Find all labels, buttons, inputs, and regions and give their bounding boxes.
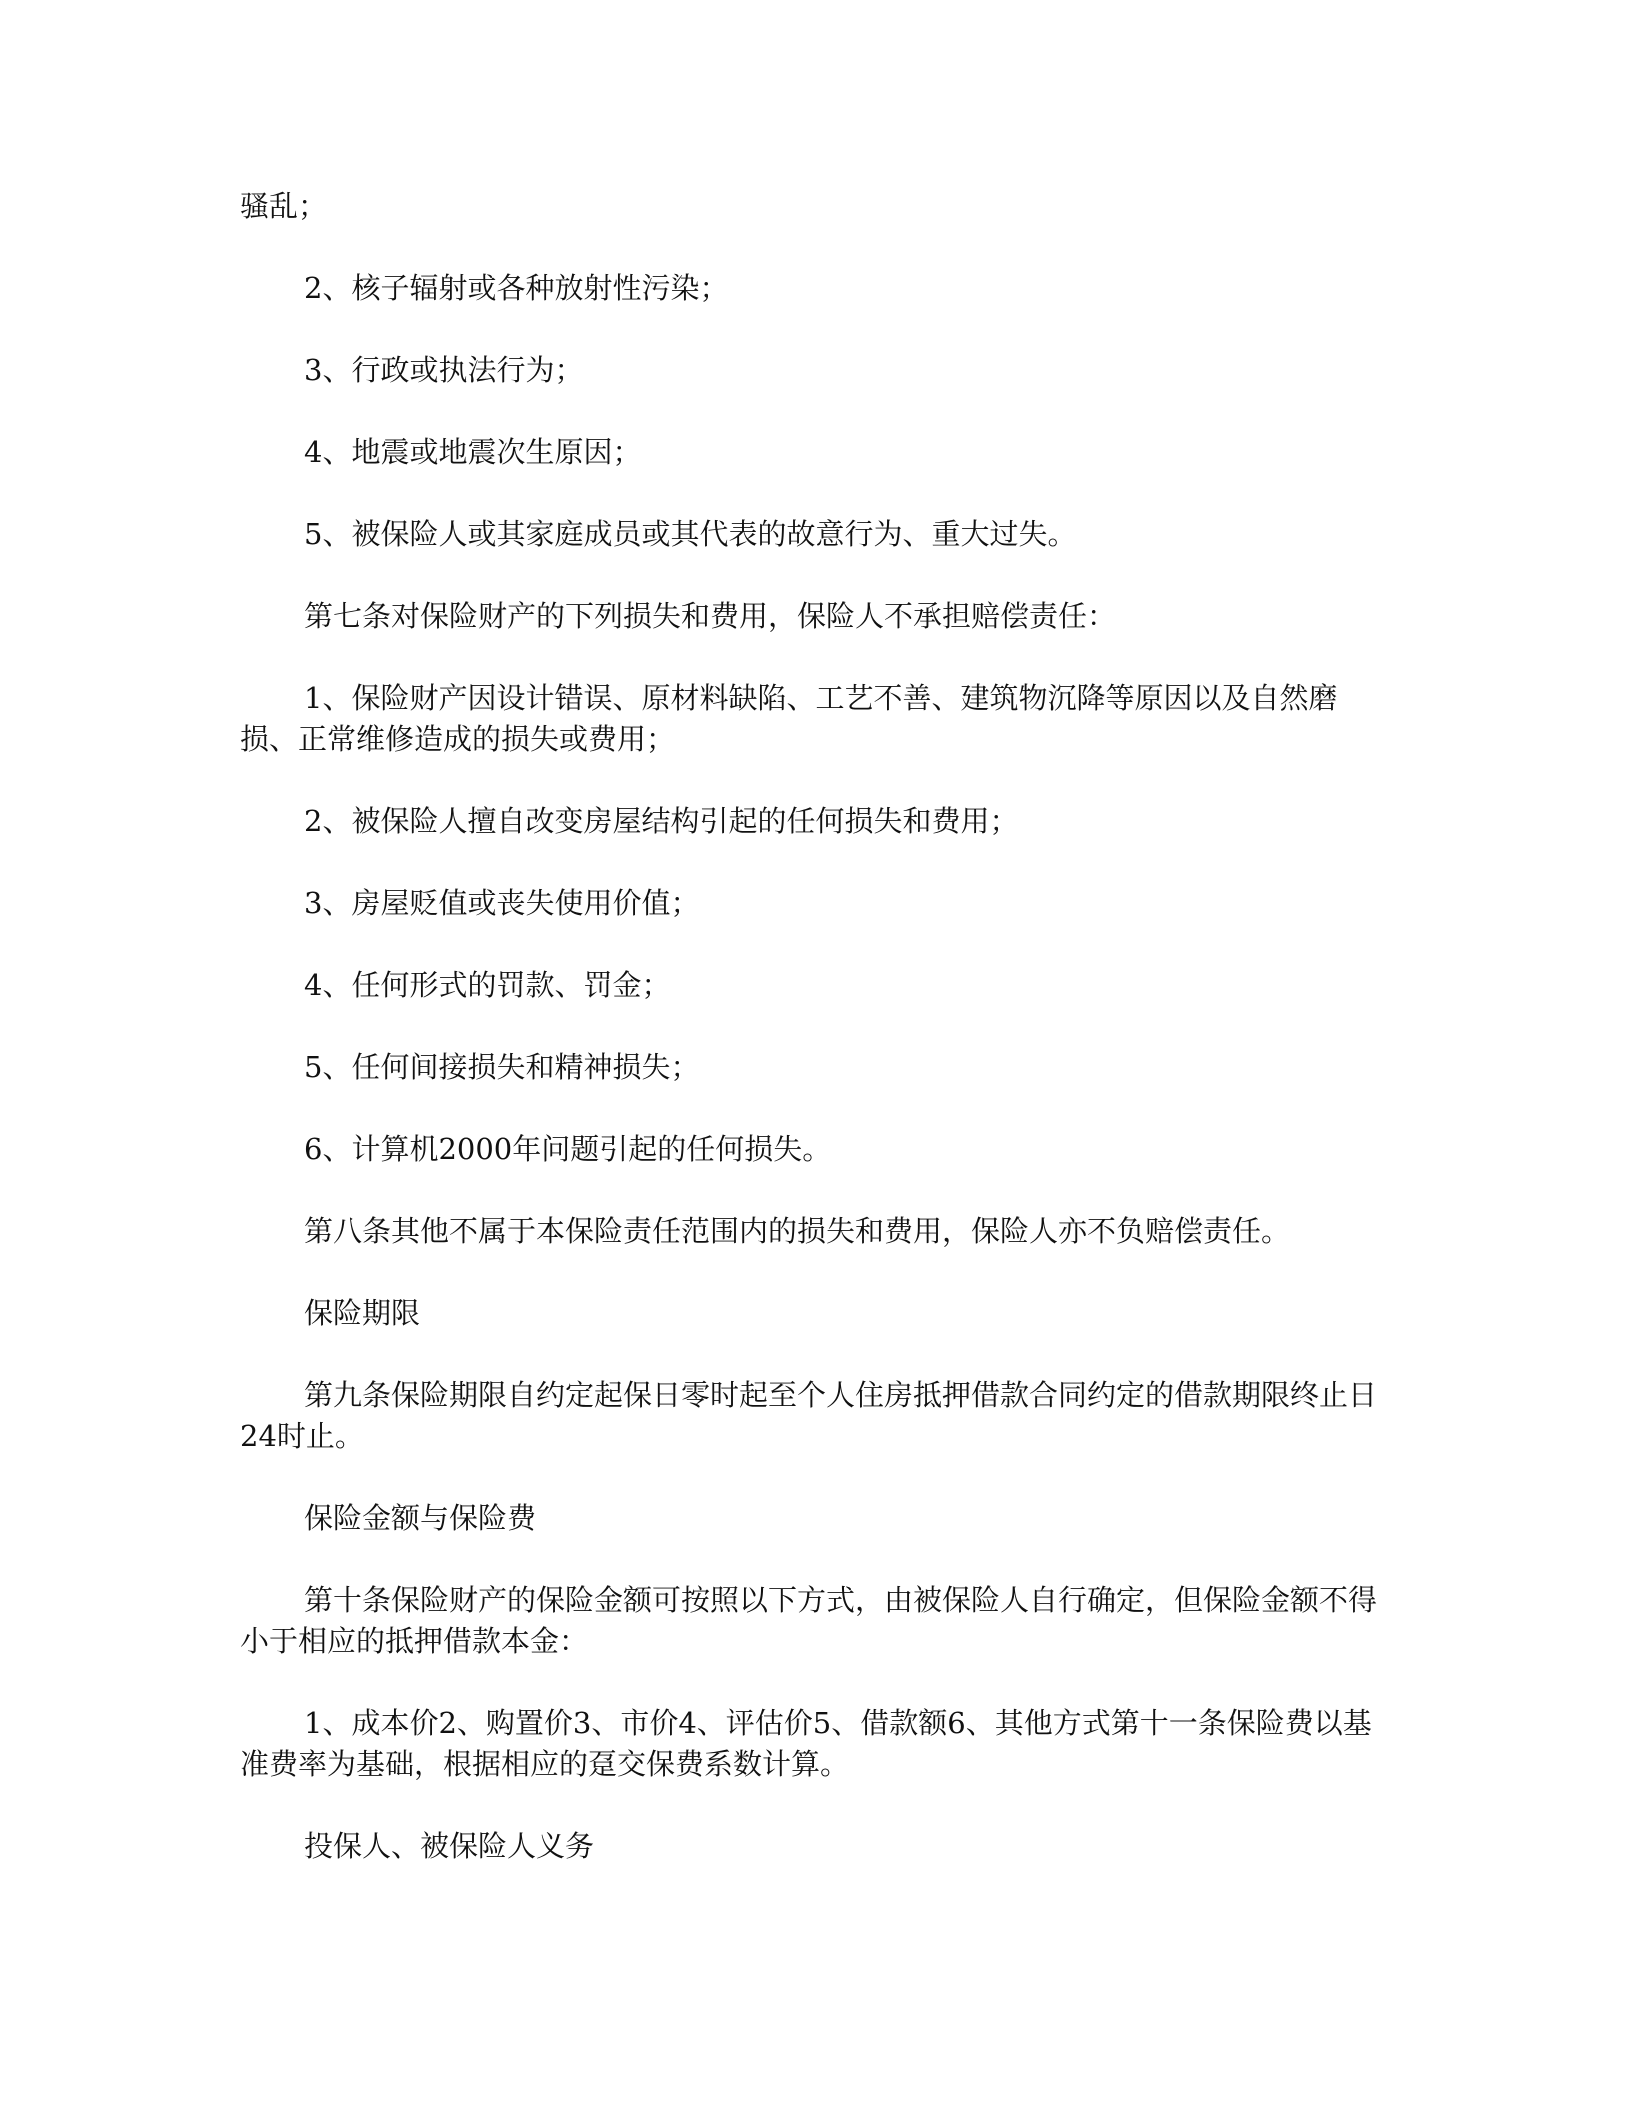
article-heading: 第七条对保险财产的下列损失和费用，保险人不承担赔偿责任：	[304, 599, 1117, 633]
section-heading: 投保人、被保险人义务	[304, 1829, 595, 1863]
section-heading: 保险金额与保险费	[304, 1501, 537, 1535]
paragraph: 1、成本价2、购置价3、市价4、评估价5、借款额6、其他方式第十一条保险费以基准费率为基础，根据相应的趸交保费系数计算。	[240, 1706, 1372, 1781]
paragraph: 5、被保险人或其家庭成员或其代表的故意行为、重大过失。	[304, 517, 1077, 551]
paragraph: 1、保险财产因设计错误、原材料缺陷、工艺不善、建筑物沉降等原因以及自然磨损、正常维修造成的损失或费用；	[240, 681, 1338, 756]
article-paragraph: 第八条其他不属于本保险责任范围内的损失和费用，保险人亦不负赔偿责任。	[304, 1214, 1291, 1248]
paragraph: 3、行政或执法行为；	[304, 353, 584, 387]
paragraph: 骚乱；	[240, 189, 328, 223]
paragraph: 3、房屋贬值或丧失使用价值；	[304, 886, 700, 920]
article-paragraph: 第十条保险财产的保险金额可按照以下方式，由被保险人自行确定，但保险金额不得小于相应的抵押借款本金：	[240, 1583, 1378, 1658]
paragraph: 6、计算机2000年问题引起的任何损失。	[304, 1132, 832, 1166]
article-paragraph: 第九条保险期限自约定起保日零时起至个人住房抵押借款合同约定的借款期限终止日24时止。	[240, 1378, 1378, 1453]
paragraph: 4、地震或地震次生原因；	[304, 435, 642, 469]
section-heading: 保险期限	[304, 1296, 421, 1330]
paragraph: 4、任何形式的罚款、罚金；	[304, 968, 671, 1002]
paragraph: 2、核子辐射或各种放射性污染；	[304, 271, 729, 305]
paragraph: 5、任何间接损失和精神损失；	[304, 1050, 700, 1084]
document-body	[240, 186, 1390, 1908]
paragraph: 2、被保险人擅自改变房屋结构引起的任何损失和费用；	[304, 804, 1019, 838]
